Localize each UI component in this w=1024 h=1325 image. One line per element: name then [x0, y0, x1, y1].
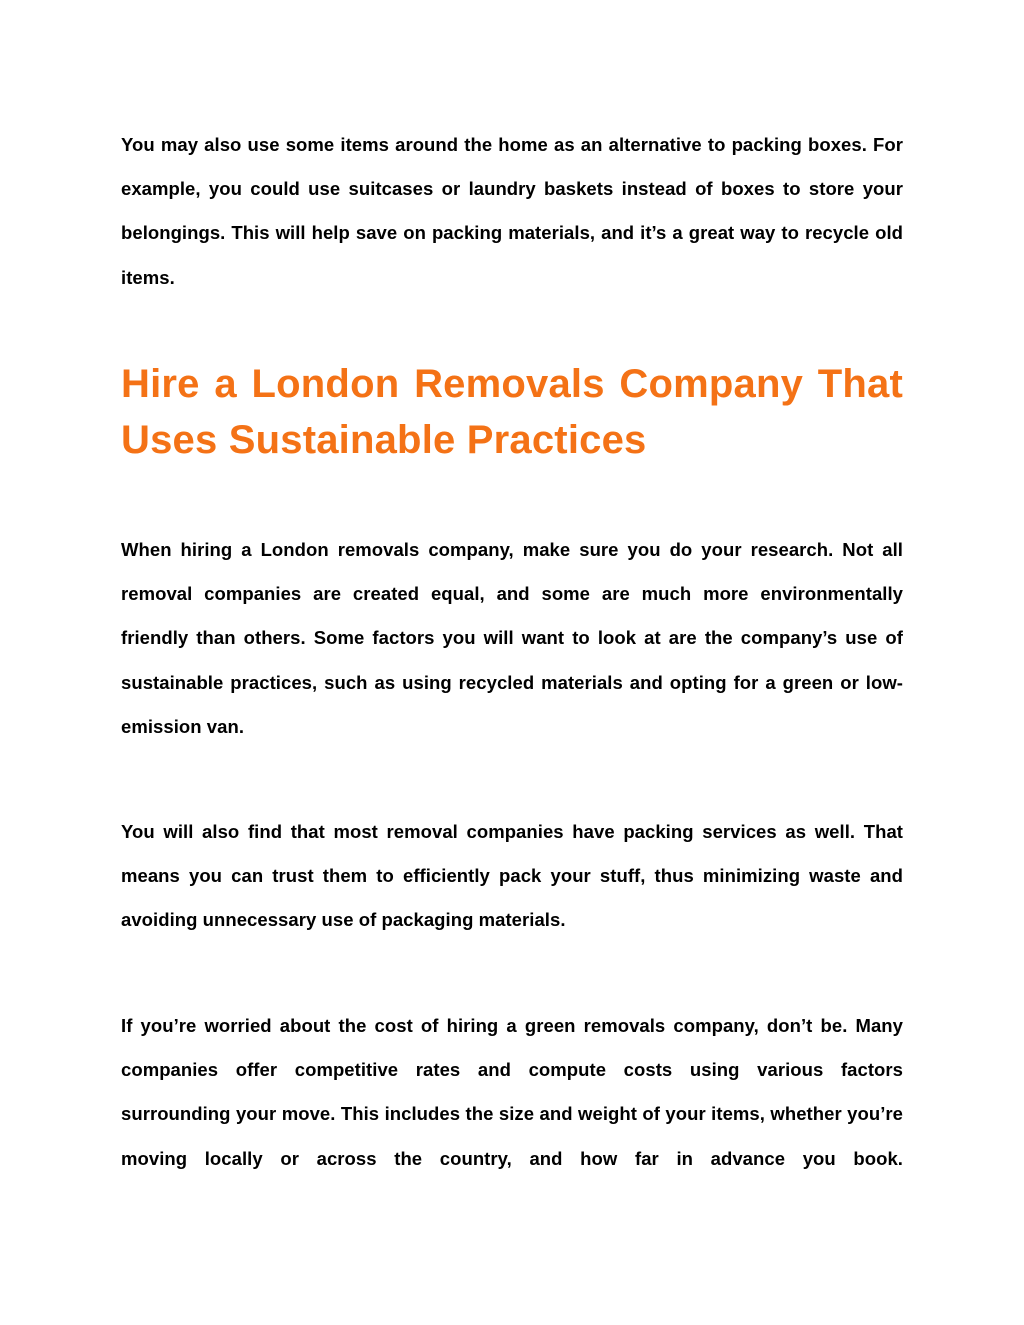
paragraph-cost: If you’re worried about the cost of hiring a green removals company, don’t be. Many companies offer competitive rates and compute costs using various factors surrounding your move. This includes the size and weight of your items, whether you’re moving locally or across the country, and how far in advance you book.: [121, 1015, 903, 1169]
paragraph-packing-alternatives: You may also use some items around the home as an alternative to packing boxes. For example, you could use suitcases or laundry baskets instead of boxes to store your belongings. This will help save on packing materials, and it’s a great way to recycle old items.: [121, 134, 903, 288]
paragraph-packing-services: You will also find that most removal companies have packing services as well. That means you can trust them to efficiently pack your stuff, thus minimizing waste and avoiding unnecessary use of packaging materials.: [121, 821, 903, 931]
section-heading: Hire a London Removals Company That Uses Sustainable Practices: [121, 362, 903, 462]
paragraph-research: When hiring a London removals company, make sure you do your research. Not all removal companies are created equal, and some are much more environmentally friendly than others. Some factors you will want to look at are the company’s use of sustainable practices, such as using recycled materials and opting for a green or low-emission van.: [121, 539, 903, 737]
